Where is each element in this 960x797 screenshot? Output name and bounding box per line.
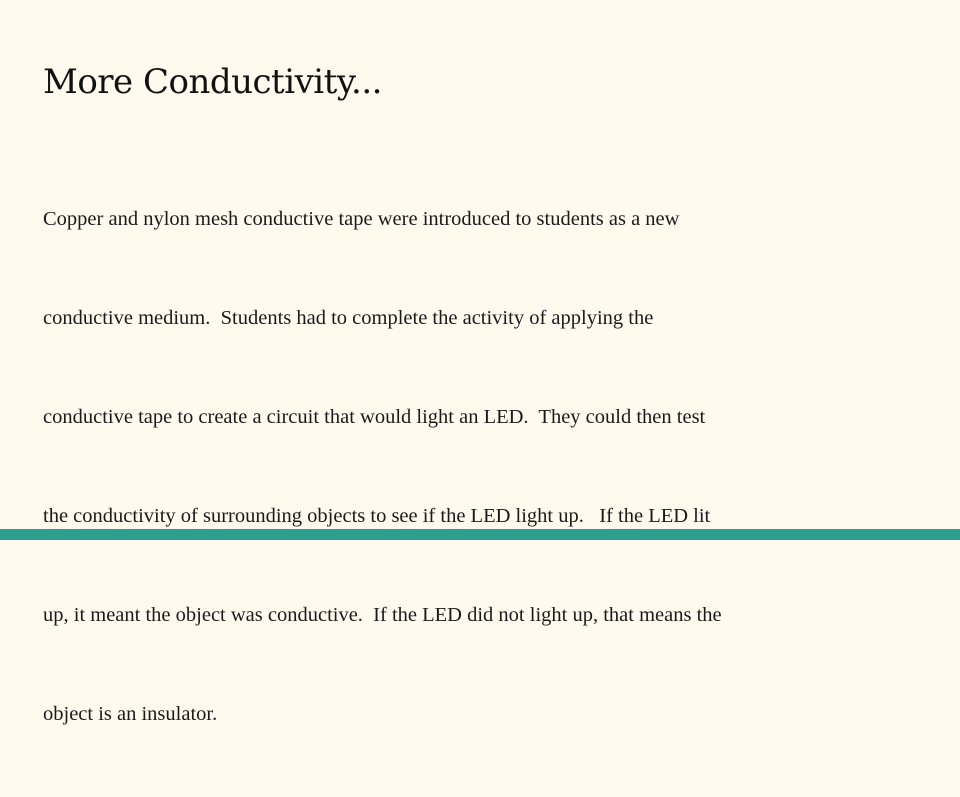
body-line: up, it meant the object was conductive. If the LED did not light up, that means the xyxy=(43,604,722,626)
footer-accent-bar xyxy=(0,529,960,540)
body-line: the conductivity of surrounding objects to see if the LED light up. If the LED lit xyxy=(43,505,711,527)
body-line: conductive medium. Students had to complete the activity of applying the xyxy=(43,307,654,329)
body-line: Copper and nylon mesh conductive tape were introduced to students as a new xyxy=(43,208,680,230)
slide-body xyxy=(43,137,923,797)
body-line: object is an insulator. xyxy=(43,703,218,725)
body-line: conductive tape to create a circuit that would light an LED. They could then test xyxy=(43,406,706,428)
slide-title: More Conductivity... xyxy=(43,62,382,102)
